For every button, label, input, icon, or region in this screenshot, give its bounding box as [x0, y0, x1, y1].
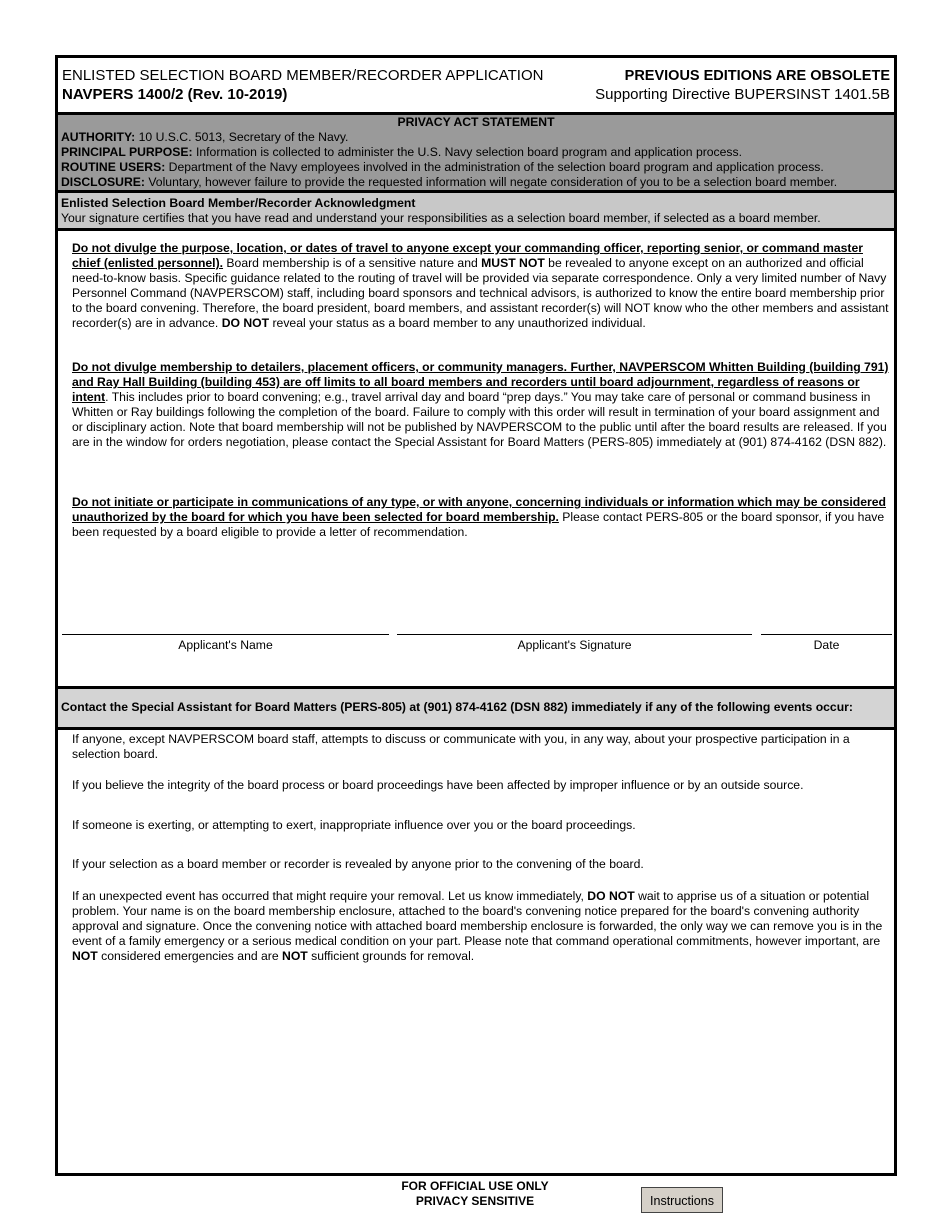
- form-header: [58, 58, 894, 115]
- form-number: NAVPERS 1400/2 (Rev. 10-2019): [62, 86, 288, 103]
- removal-text-c: considered emergencies and are: [97, 949, 283, 963]
- do-not-emphasis: DO NOT: [221, 316, 270, 330]
- privacy-authority: [58, 130, 894, 145]
- supporting-directive: Supporting Directive BUPERSINST 1401.5B: [595, 86, 890, 103]
- acknowledgment-text: Your signature certifies that you have read and understand your responsibilities as a selection board member, if selected as a board member.: [61, 211, 821, 225]
- disclosure-text: Voluntary, however failure to provide the requested information will negate consideration of you to be a selection board member.: [144, 175, 838, 189]
- instructions-button[interactable]: Instructions: [641, 1187, 723, 1213]
- paragraph-communications-heading: Do not initiate or participate in communications of any type, or with anyone, concerning individuals or information which may be considered unauthorized by the board for which you have been selected for board membership.: [72, 495, 886, 524]
- applicant-name-label: Applicant's Name: [178, 638, 273, 652]
- authority-text: 10 U.S.C. 5013, Secretary of the Navy.: [135, 130, 349, 144]
- paragraph-communications: [72, 495, 890, 540]
- disclosure-label: DISCLOSURE:: [61, 175, 145, 189]
- form-title: ENLISTED SELECTION BOARD MEMBER/RECORDER APPLICATION: [62, 67, 544, 84]
- purpose-text: Information is collected to administer the U.S. Navy selection board program and application process.: [192, 145, 742, 159]
- paragraph-membership: [72, 360, 890, 450]
- privacy-title: PRIVACY ACT STATEMENT: [397, 115, 555, 129]
- footer: [0, 1179, 950, 1209]
- authority-label: AUTHORITY:: [61, 130, 136, 144]
- purpose-label: PRINCIPAL PURPOSE:: [61, 145, 193, 159]
- fouo-notice: FOR OFFICIAL USE ONLY: [401, 1179, 549, 1193]
- privacy-disclosure: [58, 175, 894, 190]
- paragraph-travel: [72, 241, 890, 331]
- not-emphasis: NOT: [72, 949, 98, 963]
- contact-banner: [58, 686, 894, 730]
- date-line[interactable]: [761, 634, 892, 635]
- event-item-removal: [72, 889, 890, 964]
- do-not-emphasis: DO NOT: [587, 889, 635, 903]
- privacy-sensitive-notice: PRIVACY SENSITIVE: [415, 1194, 535, 1208]
- applicant-name-line[interactable]: [62, 634, 389, 635]
- paragraph-communications-text: Please contact PERS-805 or the board sponsor, if you have been requested by a board eligible to provide a letter of recommendation.: [72, 510, 885, 539]
- privacy-routine-uses: [58, 160, 894, 175]
- privacy-purpose: [58, 145, 894, 160]
- paragraph-travel-heading: Do not divulge the purpose, location, or dates of travel to anyone except your commanding officer, reporting senior, or command master chief (enlisted personnel).: [72, 241, 863, 270]
- paragraph-travel-text-b: be revealed to anyone except on an authorized and official need-to-know basis. Specific guidance related to the routing of travel will be provided via separate correspondence. Only a very limited number of Navy Personnel Command (NAVPERSCOM) staff, including board sponsors and technical advisors, is authorized to know the entire board membership prior to the board convening. Therefore, the board president, board members, and assistant recorder(s) will NOT know who the other members and assistant recorder(s) are in advance.: [72, 256, 889, 330]
- removal-text-a: If an unexpected event has occurred that might require your removal. Let us know immediately,: [72, 889, 588, 903]
- removal-text-b: wait to apprise us of a situation or potential problem. Your name is on the board membership enclosure, attached to the board's convening notice prepared for the board's convening authority approval and signature. Once the convening notice with attached board membership enclosure is forwarded, the only way we can remove you is in the event of a family emergency or a serious medical condition on your part. Please note that command operational commitments, however important, are: [72, 889, 883, 948]
- acknowledgment-section: [58, 193, 894, 231]
- event-item: If you believe the integrity of the board process or board proceedings have been affected by improper influence or by an outside source.: [72, 778, 804, 792]
- applicant-signature-label: Applicant's Signature: [517, 638, 632, 652]
- acknowledgment-title: Enlisted Selection Board Member/Recorder Acknowledgment: [61, 196, 416, 210]
- event-item: If your selection as a board member or recorder is revealed by anyone prior to the convening of the board.: [72, 857, 644, 871]
- obsolete-notice: PREVIOUS EDITIONS ARE OBSOLETE: [624, 68, 890, 84]
- event-item: If anyone, except NAVPERSCOM board staff, attempts to discuss or communicate with you, in any way, about your prospective participation in a selection board.: [72, 732, 850, 761]
- event-item: If someone is exerting, or attempting to exert, inappropriate influence over you or the board proceedings.: [72, 818, 636, 832]
- form-frame: [55, 55, 897, 1176]
- removal-text-d: sufficient grounds for removal.: [307, 949, 475, 963]
- paragraph-travel-text-c: reveal your status as a board member to any unauthorized individual.: [269, 316, 646, 330]
- must-not-emphasis: MUST NOT: [481, 256, 545, 270]
- contact-text: Contact the Special Assistant for Board Matters (PERS-805) at (901) 874-4162 (DSN 882) immediately if any of the following events occur:: [61, 700, 853, 714]
- paragraph-membership-text: . This includes prior to board convening; e.g., travel arrival day and board “prep days.” You may take care of personal or command business in Whitten or Ray buildings following the completion of the board. Failure to comply with this order will result in termination of your board assignment and or disciplinary action. Note that board membership will not be published by NAVPERSCOM to the public until after the board results are released. If you are in the window for orders negotiation, please contact the Special Assistant for Board Matters (PERS-805) immediately at (901) 874-4162 (DSN 882).: [72, 390, 887, 449]
- routine-text: Department of the Navy employees involved in the administration of the selection board program and application process.: [165, 160, 824, 174]
- paragraph-membership-heading: Do not divulge membership to detailers, placement officers, or community managers. Further, NAVPERSCOM Whitten Building (building 791) and Ray Hall Building (building 453) are off limits to all board members and recorders until board adjournment, regardless of reasons or intent: [72, 360, 889, 404]
- not-emphasis: NOT: [282, 949, 308, 963]
- routine-label: ROUTINE USERS:: [61, 160, 166, 174]
- applicant-signature-line[interactable]: [397, 634, 752, 635]
- date-label: Date: [813, 638, 840, 652]
- paragraph-travel-text-a: Board membership is of a sensitive nature and: [223, 256, 482, 270]
- privacy-act-statement: [58, 115, 894, 193]
